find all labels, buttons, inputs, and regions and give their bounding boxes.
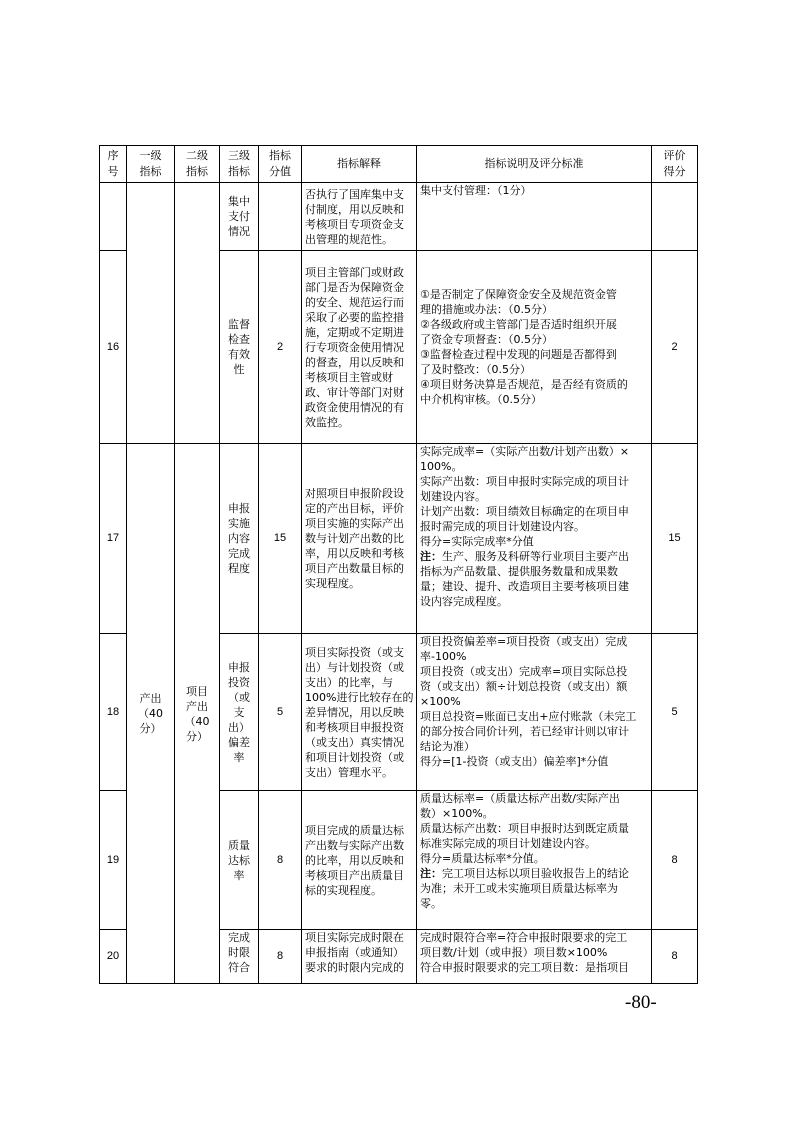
criteria-line: 实际产出数：项目申报时实际完成的项目计: [420, 475, 629, 488]
level3-line: 时限: [228, 946, 250, 959]
level2-line: （40: [184, 714, 210, 728]
row-score: [652, 183, 698, 251]
level3-name: [220, 444, 259, 634]
row-weight: 2: [259, 251, 302, 444]
explanation-line: 项目完成的质量达标: [305, 823, 404, 837]
explanation-line: 和项目计划投资（或: [305, 750, 404, 764]
explanation-line: 产出数与实际产出数: [305, 838, 404, 852]
criteria-line: 设内容完成程度。: [420, 595, 508, 608]
level1-cell: [127, 251, 175, 444]
level3-line: 完成: [228, 931, 250, 944]
row-score: 2: [652, 251, 698, 444]
explanation-line: 否执行了国库集中支: [305, 187, 404, 201]
explanation-line: 的比率，用以反映和: [305, 853, 404, 867]
row-score: 8: [652, 791, 698, 930]
criteria-line: 实际完成率=（实际产出数/计划产出数）×: [420, 445, 630, 458]
explanation-line: 项目实际完成时限在: [305, 931, 404, 944]
scoring-criteria: [417, 930, 652, 984]
criteria-line: 符合申报时限要求的完工项目数：是指项目: [420, 961, 629, 974]
row-score: 8: [652, 930, 698, 984]
criteria-line: 为准；未开工或未实施项目质量达标率为: [420, 882, 618, 895]
criteria-line: ②各级政府或主管部门是否适时组织开展: [420, 318, 617, 331]
explanation-line: 项目实施的实际产出: [305, 517, 404, 530]
level3-line: 率: [233, 750, 245, 764]
level1-group: [127, 444, 175, 984]
level2-line: 分）: [186, 729, 208, 743]
criteria-line: 指标为产品数量、提供服务数量和成果数: [420, 565, 618, 578]
level3-line: 偏差: [228, 735, 250, 749]
criteria-line: ④项目财务决算是否规范，是否经有资质的: [420, 378, 628, 391]
criteria-line: 率-100%: [420, 650, 467, 663]
level3-name: [220, 791, 259, 930]
indicator-explanation: [302, 444, 417, 634]
explanation-line: 差异情况，用以反映: [305, 705, 404, 719]
criteria-line: 了资金专项督查：（0.5分）: [420, 333, 553, 346]
level3-line: 实施: [228, 517, 250, 530]
criteria-line: 注：生产、服务及科研等行业项目主要产出: [420, 550, 629, 563]
explanation-line: 考核项目产出质量目: [305, 868, 404, 882]
scoring-criteria: [417, 444, 652, 634]
row-weight: 5: [259, 634, 302, 791]
indicator-explanation: [302, 183, 417, 251]
level3-line: 集中: [228, 195, 250, 208]
criteria-line: 得分=[1-投资（或支出）偏差率]*分值: [420, 755, 609, 768]
explanation-line: （或支出）真实情况: [305, 735, 404, 749]
explanation-line: 数与计划产出数的比: [305, 532, 404, 545]
explanation-line: 付制度，用以反映和: [305, 202, 404, 216]
explanation-line: 对照项目申报阶段设: [305, 487, 404, 500]
scoring-criteria: [417, 791, 652, 930]
criteria-line: 报时需完成的项目计划建设内容。: [420, 520, 585, 533]
criteria-line: 计划产出数：项目绩效目标确定的在项目申: [420, 505, 629, 518]
explanation-line: 的安全、规范运行而: [305, 295, 404, 309]
level3-name: [220, 183, 259, 251]
scoring-criteria: [417, 251, 652, 444]
row-seq: 20: [100, 930, 127, 984]
row-seq: 18: [100, 634, 127, 791]
explanation-line: 支出）的比率，与: [305, 675, 393, 689]
explanation-line: 考核项目专项资金支: [305, 217, 404, 231]
explanation-line: 实现程度。: [305, 577, 360, 590]
scoring-criteria: [417, 634, 652, 791]
criteria-line: ①是否制定了保障资金安全及规范资金管: [420, 288, 617, 301]
row-seq: 16: [100, 251, 127, 444]
level3-line: 支付: [228, 210, 250, 223]
header-score: 评价 得分: [652, 146, 698, 183]
level3-line: 性: [233, 363, 245, 376]
criteria-line: 划建设内容。: [420, 490, 486, 503]
explanation-line: 考核项目主管或财: [305, 370, 393, 384]
level1-line: （40: [138, 707, 163, 720]
explanation-line: 的督查，用以反映和: [305, 355, 404, 369]
criteria-line: 得分=质量达标率*分值。: [420, 852, 545, 865]
level2-group: [175, 444, 220, 984]
explanation-line: 和考核项目申报投资: [305, 720, 404, 734]
level3-line: 率: [233, 868, 245, 882]
criteria-line: 完成时限符合率=符合申报时限要求的完工: [420, 931, 628, 944]
row-seq: 17: [100, 444, 127, 634]
criteria-line: 项目总投资=账面已支出+应付账款（未完工: [420, 710, 637, 723]
level3-line: 完成: [228, 547, 250, 560]
explanation-line: 100%进行比较存在的: [305, 690, 414, 704]
header-level1: 一级 指标: [127, 146, 175, 183]
explanation-line: 行专项资金使用情况: [305, 340, 404, 354]
level3-line: 程度: [228, 562, 250, 575]
explanation-line: 采取了必要的监控措: [305, 310, 404, 324]
criteria-line: 量；建设、提升、改造项目主要考核项目建: [420, 580, 629, 593]
level3-name: [220, 634, 259, 791]
level3-line: 内容: [228, 532, 250, 545]
page-number: -80-: [625, 992, 657, 1013]
level1-line: 分）: [139, 722, 162, 735]
explanation-line: 项目主管部门或财政: [305, 265, 404, 279]
table-row: [100, 251, 698, 444]
header-explanation: 指标解释: [302, 146, 417, 183]
level3-line: 符合: [228, 961, 250, 974]
level3-line: 申报: [228, 502, 250, 515]
explanation-line: 项目产出数量目标的: [305, 562, 404, 575]
row-score: 15: [652, 444, 698, 634]
row-weight: 8: [259, 791, 302, 930]
level3-line: 投资: [228, 675, 250, 689]
criteria-line: 零。: [420, 897, 442, 910]
level3-line: 有效: [228, 348, 250, 361]
criteria-line: 项目投资（或支出）完成率=项目实际总投: [420, 665, 628, 678]
level2-line: 产出: [186, 699, 208, 713]
level3-line: 支: [233, 705, 245, 719]
explanation-line: 出管理的规范性。: [305, 232, 393, 246]
level2-cell: [175, 183, 220, 251]
explanation-line: 率，用以反映和考核: [305, 547, 404, 560]
explanation-line: 效监控。: [305, 415, 349, 429]
criteria-line: 理的措施或办法：（0.5分）: [420, 303, 553, 316]
indicator-table: [99, 145, 698, 984]
criteria-line: 质量达标率=（质量达标产出数/实际产出: [420, 792, 620, 805]
header-seq: 序 号: [100, 146, 127, 183]
level2-line: 项目: [186, 684, 208, 698]
level1-group-label: [130, 691, 171, 736]
level3-name: [220, 930, 259, 984]
level2-cell: [175, 251, 220, 444]
row-seq: [100, 183, 127, 251]
criteria-line: 得分=实际完成率*分值: [420, 535, 534, 548]
row-score: 5: [652, 634, 698, 791]
criteria-line: 项目数/计划（或申报）项目数×100%: [420, 946, 608, 959]
indicator-explanation: [302, 634, 417, 791]
row-seq: 19: [100, 791, 127, 930]
criteria-line: 100%。: [420, 460, 463, 473]
criteria-line: 的部分按合同价计列，若已经审计则以审计: [420, 725, 629, 738]
explanation-line: 定的产出目标，评价: [305, 502, 404, 515]
explanation-line: 标的实现程度。: [305, 883, 382, 897]
level3-line: 出）: [228, 720, 250, 734]
row-weight: [259, 183, 302, 251]
explanation-line: 出）与计划投资（或: [305, 660, 404, 674]
level3-line: 质量: [228, 838, 250, 852]
criteria-line: 集中支付管理：（1分）: [420, 184, 532, 197]
header-level3: 三级 指标: [220, 146, 259, 183]
header-level2: 二级 指标: [175, 146, 220, 183]
level3-line: 达标: [228, 853, 250, 867]
level3-name: [220, 251, 259, 444]
level1-line: 产出: [139, 692, 162, 705]
indicator-explanation: [302, 791, 417, 930]
table-row: [100, 183, 698, 251]
level3-line: 申报: [228, 660, 250, 674]
explanation-line: 部门是否为保障资金: [305, 280, 404, 294]
indicator-explanation: [302, 930, 417, 984]
criteria-line: ×100%: [420, 695, 461, 708]
level1-cell: [127, 183, 175, 251]
row-weight: 15: [259, 444, 302, 634]
level3-line: 情况: [228, 225, 250, 238]
level3-line: 检查: [228, 333, 250, 346]
criteria-line: 标准实际完成的项目计划建设内容。: [420, 837, 596, 850]
criteria-line: 项目投资偏差率=项目投资（或支出）完成: [420, 635, 628, 648]
indicator-explanation: [302, 251, 417, 444]
header-row: [100, 146, 698, 183]
criteria-line: ③监督检查过程中发现的问题是否都得到: [420, 348, 617, 361]
explanation-line: 政、审计等部门对财: [305, 385, 404, 399]
level3-line: 监督: [228, 318, 250, 331]
explanation-line: 施，定期或不定期进: [305, 325, 404, 339]
table-row: [100, 444, 698, 634]
explanation-line: 申报指南（或通知）: [305, 946, 404, 959]
header-weight: 指标 分值: [259, 146, 302, 183]
scoring-criteria: [417, 183, 652, 251]
criteria-line: 中介机构审核。（0.5分）: [420, 393, 542, 406]
criteria-line: 数）×100%。: [420, 807, 494, 820]
explanation-line: 支出）管理水平。: [305, 765, 393, 779]
criteria-line: 质量达标产出数：项目申报时达到既定质量: [420, 822, 629, 835]
criteria-line: 资（或支出）额÷计划总投资（或支出）额: [420, 680, 628, 693]
explanation-line: 项目实际投资（或支: [305, 645, 404, 659]
criteria-line: 结论为准）: [420, 740, 475, 753]
level3-line: （或: [228, 690, 250, 704]
header-criteria: 指标说明及评分标准: [417, 146, 652, 183]
row-weight: 8: [259, 930, 302, 984]
criteria-line: 了及时整改：（0.5分）: [420, 363, 531, 376]
criteria-line: 注：完工项目达标以项目验收报告上的结论: [420, 867, 629, 880]
explanation-line: 要求的时限内完成的: [305, 961, 404, 974]
level2-group-label: [178, 684, 216, 744]
explanation-line: 政资金使用情况的有: [305, 400, 404, 414]
